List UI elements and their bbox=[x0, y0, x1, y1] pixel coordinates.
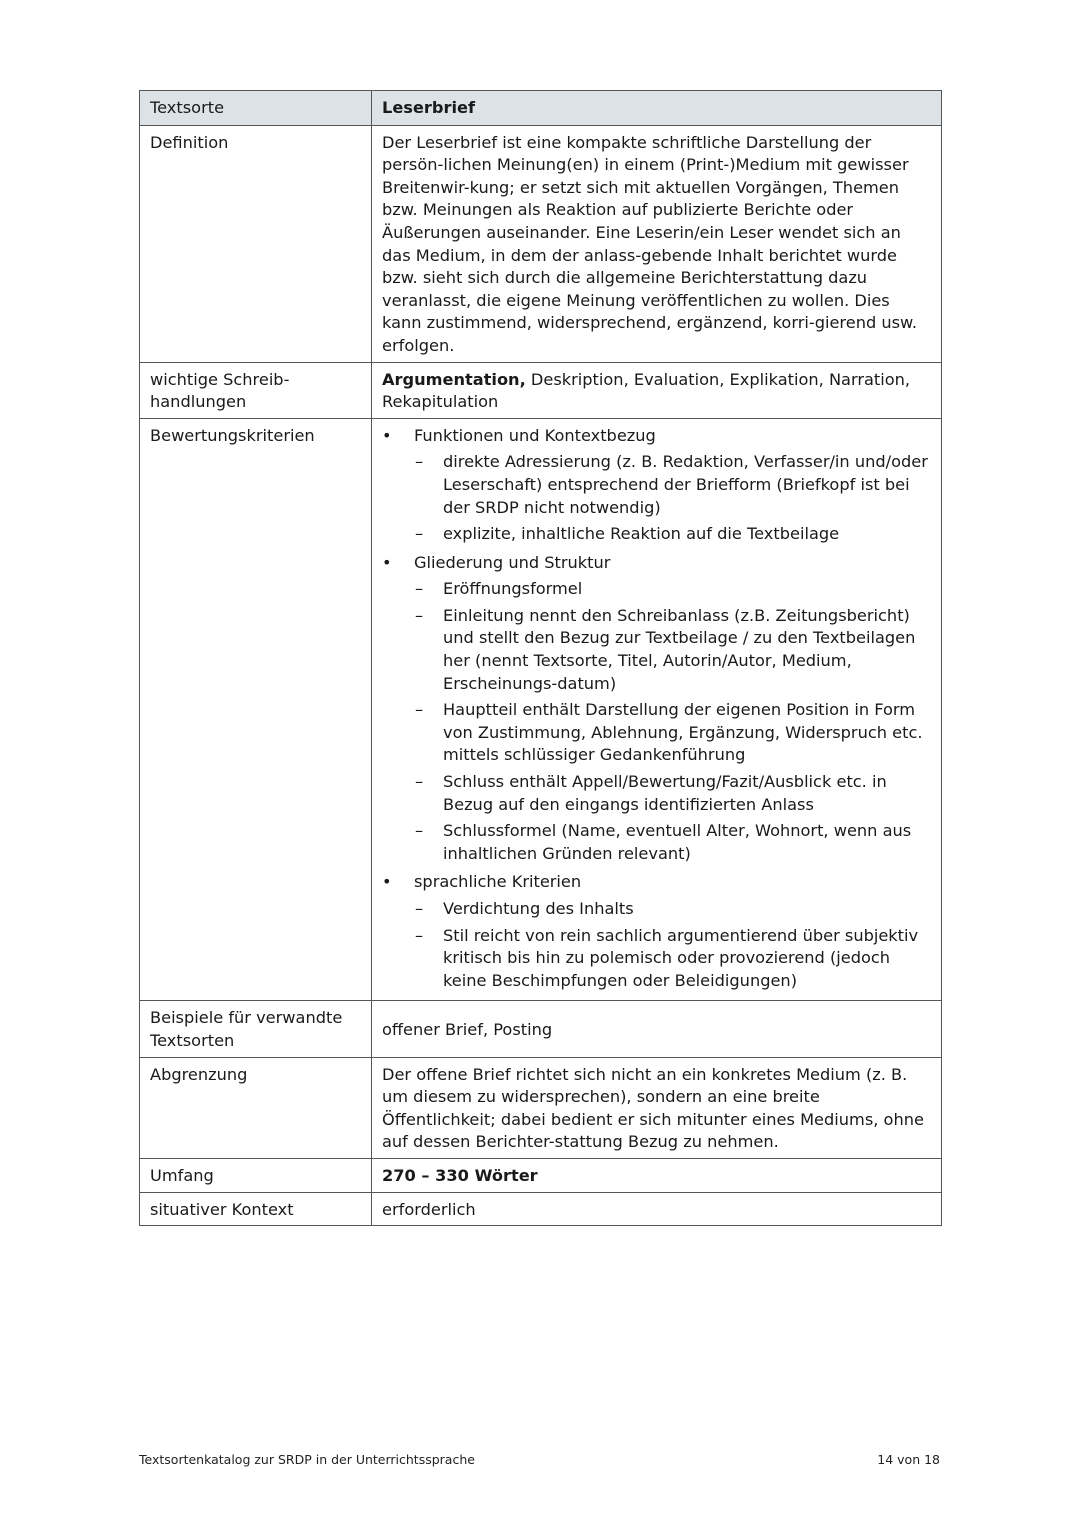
criteria-item-text: explizite, inhaltliche Reaktion auf die Textbeilage bbox=[443, 524, 840, 544]
dash-icon: – bbox=[415, 772, 424, 792]
dash-icon: – bbox=[415, 579, 424, 599]
criteria-group bbox=[382, 552, 933, 866]
definition-text: Der Leserbrief ist eine kompakte schriftliche Darstellung der persön-lichen Meinung(en) in einem (Print-)Medium mit gewisser Breitenwir-kung; er setzt sich mit aktuellen Vorgängen, Themen bzw. Meinungen als Reaktion auf publizierte Berichte oder Äußerungen auseinander. Eine Leserin/ein Leser wendet sich an das Medium, in dem der anlass-gebende Inhalt berichtet wurde bzw. sieht sich durch die allgemeine Berichterstattung dazu veranlasst, die eigene Meinung veröffentlichen zu wollen. Dies kann zustimmend, widersprechend, ergänzend, korri-gierend usw. erfolgen. bbox=[372, 125, 942, 362]
page-number: 14 von 18 bbox=[877, 1452, 940, 1467]
criteria-item bbox=[414, 605, 933, 695]
criteria-sublist bbox=[414, 451, 933, 545]
schreibhandlungen-label-line1: wichtige Schreib- bbox=[150, 369, 290, 389]
dash-icon: – bbox=[415, 821, 424, 841]
dash-icon: – bbox=[415, 700, 424, 720]
table-row-umfang bbox=[140, 1158, 942, 1192]
criteria-item-text: Hauptteil enthält Darstellung der eigenen Position in Form von Zustimmung, Ablehnung, Ergänzung, Widerspruch etc. mittels schlüssiger Gedankenführung bbox=[443, 700, 923, 765]
table-row-kontext bbox=[140, 1192, 942, 1226]
table-row-schreibhandlungen bbox=[140, 362, 942, 418]
header-label: Textsorte bbox=[140, 91, 372, 126]
criteria-item-text: direkte Adressierung (z. B. Redaktion, Verfasser/in und/oder Leserschaft) entsprechend der Briefform (Briefkopf ist bei der SRDP nicht notwendig) bbox=[443, 452, 928, 517]
criteria-item-text: Einleitung nennt den Schreibanlass (z.B. Zeitungsbericht) und stellt den Bezug zur Textbeilage / zu den Textbeilagen her (nennt Textsorte, Titel, Autorin/Autor, Medium, Erscheinungs-datum) bbox=[443, 605, 916, 693]
dash-icon: – bbox=[415, 925, 424, 945]
abgrenzung-label: Abgrenzung bbox=[140, 1057, 372, 1158]
schreibhandlungen-bold-item: Argumentation, bbox=[382, 369, 526, 389]
criteria-sublist bbox=[414, 578, 933, 865]
dash-icon: – bbox=[415, 605, 424, 625]
bewertung-criteria bbox=[372, 418, 942, 1001]
dash-icon: – bbox=[415, 899, 424, 918]
schreibhandlungen-label bbox=[140, 362, 372, 418]
criteria-item-text: Verdichtung des Inhalts bbox=[443, 899, 634, 918]
footer-title: Textsortenkatalog zur SRDP in der Unterrichtssprache bbox=[139, 1452, 475, 1467]
beispiele-label-line2: Textsorten bbox=[150, 1030, 235, 1050]
abgrenzung-text: Der offene Brief richtet sich nicht an ein konkretes Medium (z. B. um diesem zu widersprechen), sondern an eine breite Öffentlichkeit; dabei bedient er sich mitunter eines Mediums, ohne auf dessen Berichter-stattung Bezug zu nehmen. bbox=[372, 1057, 942, 1158]
umfang-value: 270 – 330 Wörter bbox=[372, 1158, 942, 1192]
beispiele-value: offener Brief, Posting bbox=[372, 1001, 942, 1057]
table-row-bewertung bbox=[140, 418, 942, 1001]
bullet-icon: • bbox=[382, 425, 392, 445]
table-row-header bbox=[140, 91, 942, 126]
definition-label: Definition bbox=[140, 125, 372, 362]
criteria-item bbox=[414, 523, 933, 546]
kontext-label: situativer Kontext bbox=[140, 1192, 372, 1226]
criteria-item-text: Schluss enthält Appell/Bewertung/Fazit/Ausblick etc. in Bezug auf den eingangs identifizierten Anlass bbox=[443, 772, 887, 814]
bullet-icon: • bbox=[382, 872, 392, 892]
schreibhandlungen-label-line2: handlungen bbox=[150, 392, 247, 412]
criteria-item-text: Schlussformel (Name, eventuell Alter, Wohnort, wenn aus inhaltlichen Gründen relevant) bbox=[443, 821, 912, 863]
bewertung-label: Bewertungskriterien bbox=[140, 418, 372, 1001]
criteria-item bbox=[414, 699, 933, 767]
table-row-definition bbox=[140, 125, 942, 362]
criteria-group-title: sprachliche Kriterien bbox=[414, 872, 582, 892]
criteria-item bbox=[414, 925, 933, 993]
table-row-beispiele bbox=[140, 1001, 942, 1057]
criteria-group bbox=[382, 871, 933, 992]
criteria-item-text: Stil reicht von rein sachlich argumentierend über subjektiv kritisch bis hin zu polemisch oder provozierend (jedoch keine Beschimpfungen oder Beleidigungen) bbox=[443, 925, 919, 990]
header-value: Leserbrief bbox=[372, 91, 942, 126]
criteria-group-title: Funktionen und Kontextbezug bbox=[414, 425, 656, 445]
criteria-sublist bbox=[414, 898, 933, 992]
criteria-item bbox=[414, 771, 933, 816]
criteria-item bbox=[414, 578, 933, 601]
table-row-abgrenzung bbox=[140, 1057, 942, 1158]
criteria-group-title: Gliederung und Struktur bbox=[414, 552, 611, 572]
criteria-item bbox=[414, 898, 933, 921]
beispiele-label-line1: Beispiele für verwandte bbox=[150, 1008, 343, 1028]
criteria-item-text: Eröffnungsformel bbox=[443, 579, 583, 599]
kontext-value: erforderlich bbox=[372, 1192, 942, 1226]
textsorte-table bbox=[139, 90, 942, 1226]
beispiele-label bbox=[140, 1001, 372, 1057]
dash-icon: – bbox=[415, 452, 424, 472]
bullet-icon: • bbox=[382, 552, 392, 572]
dash-icon: – bbox=[415, 524, 424, 544]
schreibhandlungen-rest: Deskription, Evaluation, Explikation, Narration, Rekapitulation bbox=[382, 369, 911, 412]
criteria-item bbox=[414, 820, 933, 865]
schreibhandlungen-value bbox=[372, 362, 942, 418]
criteria-item bbox=[414, 451, 933, 519]
criteria-list bbox=[382, 425, 933, 993]
umfang-label: Umfang bbox=[140, 1158, 372, 1192]
criteria-group bbox=[382, 425, 933, 546]
